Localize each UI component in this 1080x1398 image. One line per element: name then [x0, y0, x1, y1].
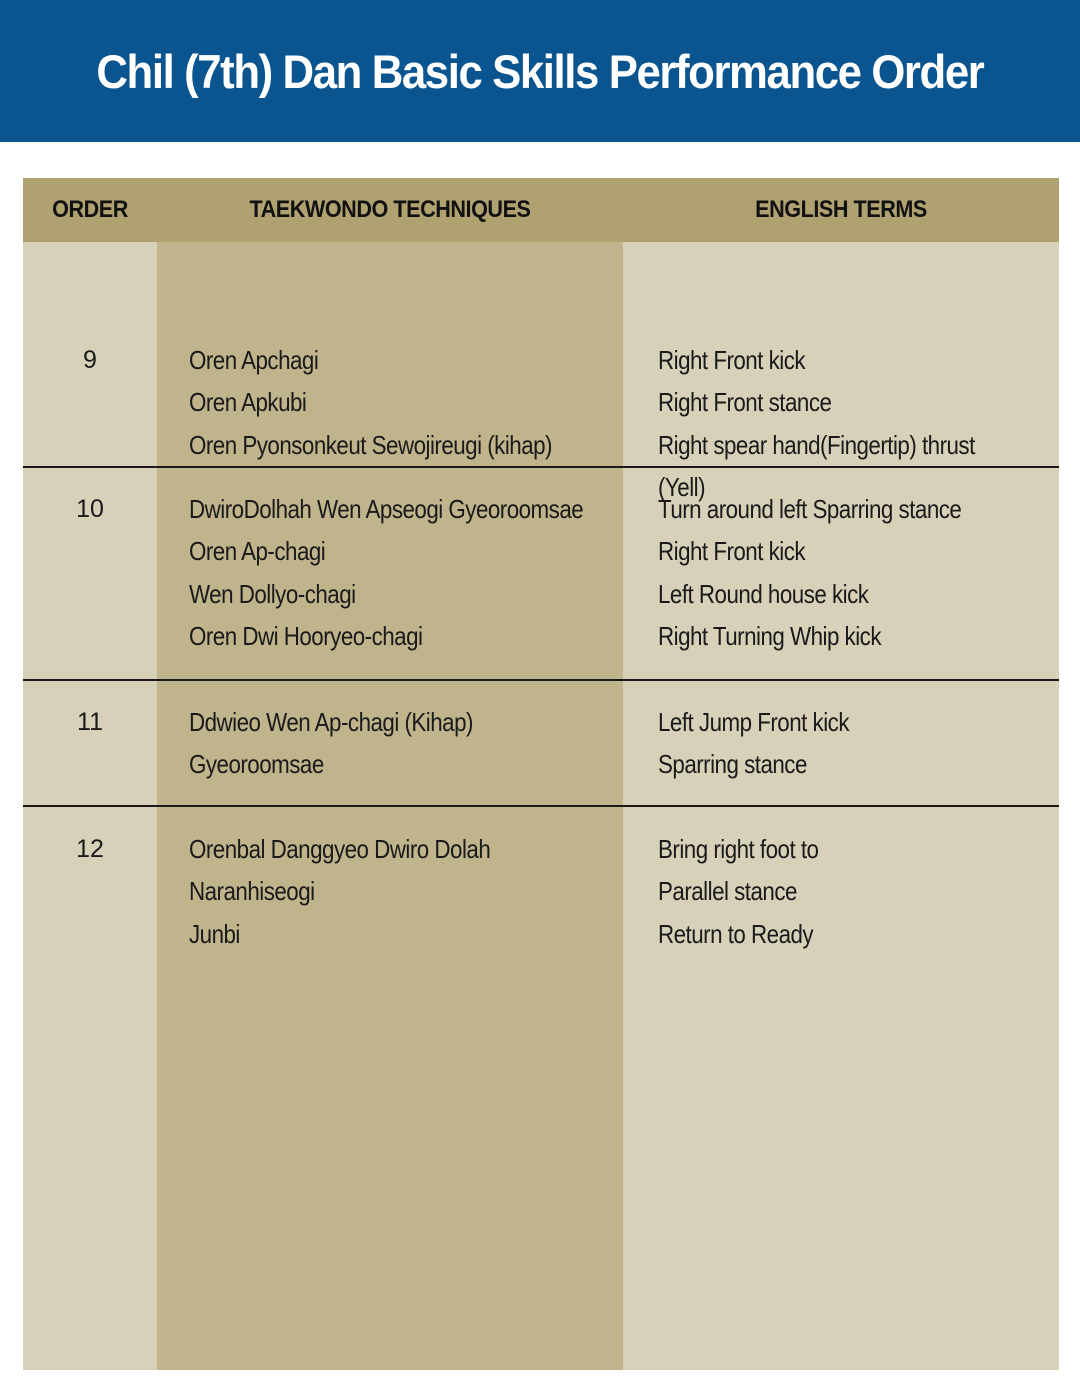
technique-item: Oren Apchagi	[189, 345, 319, 375]
row-order-number: 10	[76, 495, 104, 523]
table-row	[23, 242, 1059, 502]
english-term-item: Return to Ready	[658, 918, 814, 949]
technique-list	[189, 339, 611, 466]
technique-item: Ddwieo Wen Ap-chagi (Kihap)	[189, 707, 473, 737]
page-title: Chil (7th) Dan Basic Skills Performance Order	[96, 44, 984, 98]
technique-list	[189, 488, 647, 657]
table-row	[23, 468, 1059, 679]
english-term-item: Right Front stance	[658, 387, 832, 418]
technique-list	[189, 828, 539, 955]
technique-item: Gyeoroomsae	[189, 749, 324, 780]
title-banner	[0, 0, 1080, 142]
technique-item: Oren Apkubi	[189, 387, 307, 418]
english-term-item: (Yell)	[658, 471, 706, 502]
row-order-number: 12	[76, 835, 104, 863]
english-term-item: Right Turning Whip kick	[658, 620, 882, 651]
english-term-item: Sparring stance	[658, 749, 807, 780]
technique-item: Naranhiseogi	[189, 876, 315, 907]
row-order-number: 11	[77, 708, 103, 736]
table-row	[23, 807, 1059, 1370]
technique-item: Oren Pyonsonkeut Sewojireugi (kihap)	[189, 429, 552, 460]
english-term-list	[658, 828, 845, 955]
english-term-item: Right spear hand(Fingertip) thrust	[658, 429, 975, 460]
english-term-item: Bring right foot to	[658, 834, 819, 864]
english-term-item: Right Front kick	[658, 345, 806, 375]
technique-item: Oren Ap-chagi	[189, 536, 326, 567]
technique-item: Junbi	[189, 918, 240, 949]
technique-list	[189, 701, 519, 786]
english-term-item: Left Round house kick	[658, 578, 869, 609]
english-term-list	[658, 488, 1011, 657]
english-term-item: Right Front kick	[658, 536, 806, 567]
header-techniques: TAEKWONDO TECHNIQUES	[249, 196, 531, 223]
technique-item: Orenbal Danggyeo Dwiro Dolah	[189, 834, 491, 864]
technique-item: Oren Dwi Hooryeo-chagi	[189, 620, 423, 651]
english-term-list	[658, 701, 880, 786]
technique-item: Wen Dollyo-chagi	[189, 578, 356, 609]
english-term-item: Turn around left Sparring stance	[658, 494, 962, 524]
performance-order-table	[23, 178, 1059, 1370]
row-order-number: 9	[83, 346, 97, 374]
table-row	[23, 681, 1059, 805]
header-english-terms: ENGLISH TERMS	[755, 196, 927, 223]
technique-item: DwiroDolhah Wen Apseogi Gyeoroomsae	[189, 494, 584, 524]
table-header-row	[23, 178, 1059, 242]
english-term-item: Parallel stance	[658, 876, 797, 907]
header-order: ORDER	[52, 196, 128, 223]
english-term-item: Left Jump Front kick	[658, 707, 849, 737]
